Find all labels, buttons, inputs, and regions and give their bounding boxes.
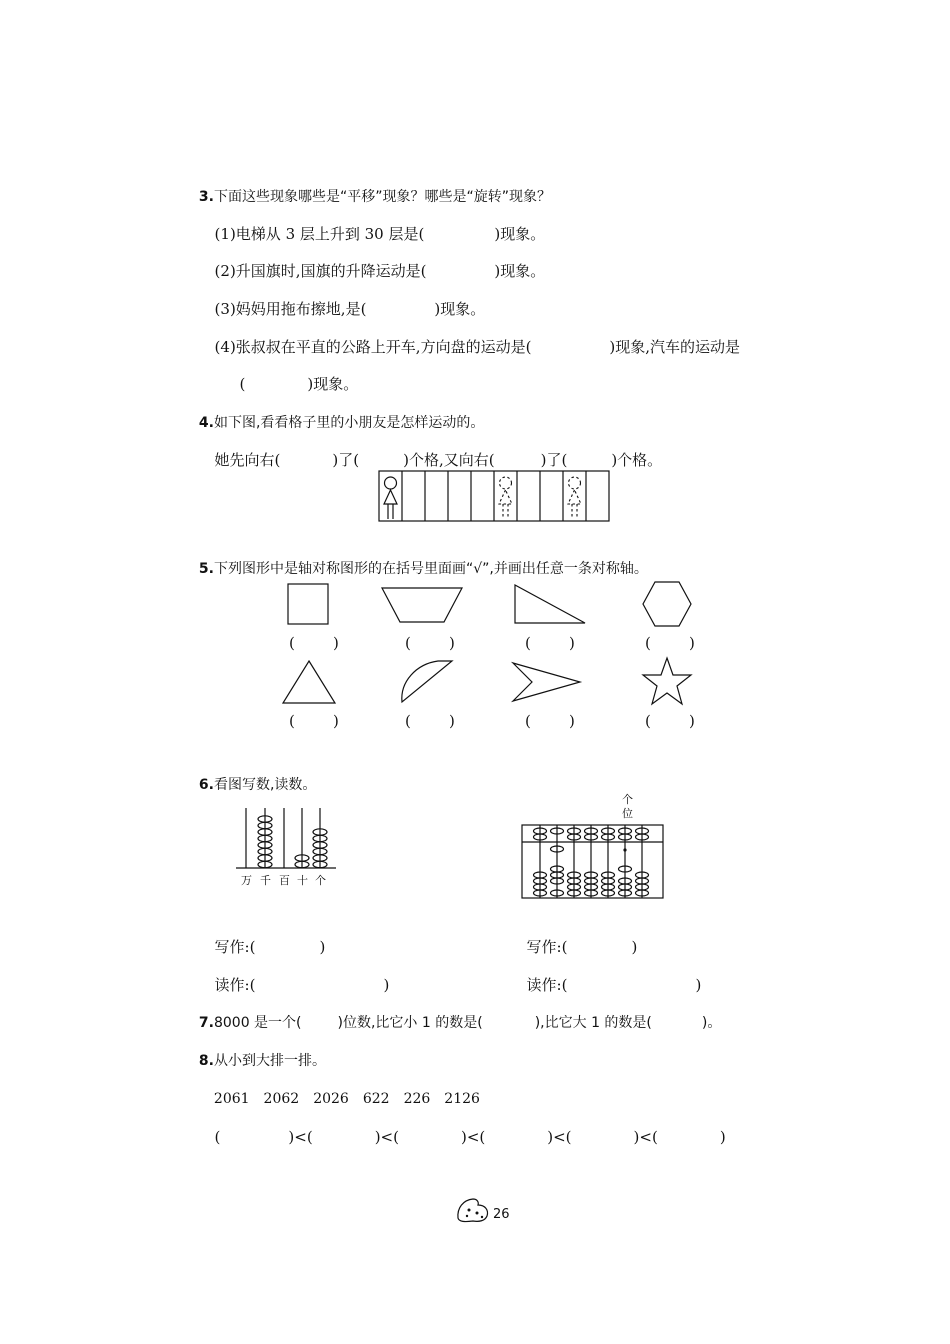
ones-beads xyxy=(313,829,327,868)
q8-numbers xyxy=(205,1072,480,1108)
q6-title: 看图写数,读数。 xyxy=(213,777,317,793)
q8-number-4: 622 xyxy=(362,1091,390,1107)
left-abacus-label-ge: 个 xyxy=(315,874,326,887)
q5-heading xyxy=(190,542,648,578)
triangle-shape xyxy=(280,658,338,706)
q5-blank-4[interactable]: ( ) xyxy=(645,634,695,652)
q5-blank-3[interactable]: ( ) xyxy=(525,634,575,652)
q8-heading xyxy=(190,1034,326,1070)
unit-rod-dot xyxy=(623,848,626,851)
q4-grid-figure xyxy=(378,470,610,522)
q6-right-read: 读作:( ) xyxy=(526,976,702,994)
q8-number-2: 2062 xyxy=(263,1091,300,1107)
arrow-shape xyxy=(510,660,584,704)
q5-title: 下列图形中是轴对称图形的在括号里面画“√”,并画出任意一条对称轴。 xyxy=(213,561,648,577)
girl-figure-dashed-2 xyxy=(568,477,581,519)
q6-heading xyxy=(190,758,316,794)
q3-item-4: (4)张叔叔在平直的公路上开车,方向盘的运动是( )现象,汽车的运动是 xyxy=(214,338,741,356)
q3-item-2: (2)升国旗时,国旗的升降运动是( )现象。 xyxy=(214,262,546,280)
q8-title: 从小到大排一排。 xyxy=(213,1053,326,1069)
q3-number: 3. xyxy=(198,189,214,205)
left-abacus xyxy=(234,802,338,894)
q7-number: 7. xyxy=(198,1015,214,1031)
q5-blank-8[interactable]: ( ) xyxy=(645,712,695,730)
right-abacus-top-label-2: 位 xyxy=(622,807,633,820)
square-shape xyxy=(286,582,330,626)
q5-number: 5. xyxy=(198,561,214,577)
left-abacus-label-shi: 十 xyxy=(297,874,308,887)
left-abacus-label-qian: 千 xyxy=(260,874,271,887)
page-number: 26 xyxy=(493,1207,510,1222)
trapezoid-shape xyxy=(380,585,464,625)
q8-number-6: 2126 xyxy=(444,1091,480,1107)
q3-heading xyxy=(190,170,551,206)
q5-blank-2[interactable]: ( ) xyxy=(405,634,455,652)
right-triangle-shape xyxy=(512,582,588,626)
q5-blank-6[interactable]: ( ) xyxy=(405,712,455,730)
q6-left-read: 读作:( ) xyxy=(214,976,390,994)
q8-number: 8. xyxy=(198,1053,214,1069)
q8-number-1: 2061 xyxy=(213,1091,250,1107)
page-mascot-icon xyxy=(455,1196,491,1224)
q4-answer-line: 她先向右( )了( )个格,又向右( )了( )个格。 xyxy=(214,451,663,469)
star-shape xyxy=(640,656,694,708)
q6-right-write: 写作:( ) xyxy=(526,938,638,956)
fan-shape xyxy=(398,658,456,706)
q3-item-4-cont: ( )现象。 xyxy=(239,375,359,393)
q3-item-3: (3)妈妈用拖布擦地,是( )现象。 xyxy=(214,300,486,318)
q5-blank-5[interactable]: ( ) xyxy=(289,712,339,730)
q4-number: 4. xyxy=(198,415,214,431)
q3-item-1: (1)电梯从 3 层上升到 30 层是( )现象。 xyxy=(214,225,546,243)
q8-number-3: 2026 xyxy=(313,1091,349,1107)
hexagon-shape xyxy=(640,580,694,628)
q7-line: 7.8000 是一个( )位数,比它小 1 的数是( ),比它大 1 的数是( )。 xyxy=(198,1015,722,1031)
left-abacus-label-bai: 百 xyxy=(279,874,290,887)
girl-figure-solid xyxy=(384,477,397,519)
left-abacus-label-wan: 万 xyxy=(241,874,252,887)
q4-heading xyxy=(190,396,484,432)
q4-title: 如下图,看看格子里的小朋友是怎样运动的。 xyxy=(213,415,485,431)
q8-sequence: ( )<( )<( )<( )<( )<( ) xyxy=(214,1128,726,1146)
right-abacus-rods xyxy=(540,825,642,898)
q3-title: 下面这些现象哪些是“平移”现象？哪些是“旋转”现象？ xyxy=(213,189,551,205)
girl-figure-dashed-1 xyxy=(499,477,512,519)
right-abacus-top-label-1: 个 xyxy=(622,793,633,806)
right-abacus xyxy=(520,792,666,900)
q5-blank-7[interactable]: ( ) xyxy=(525,712,575,730)
q4-grid-lines xyxy=(402,471,586,521)
q6-left-write: 写作:( ) xyxy=(214,938,326,956)
q5-blank-1[interactable]: ( ) xyxy=(289,634,339,652)
q6-number: 6. xyxy=(198,777,214,793)
q8-number-5: 226 xyxy=(403,1091,431,1107)
